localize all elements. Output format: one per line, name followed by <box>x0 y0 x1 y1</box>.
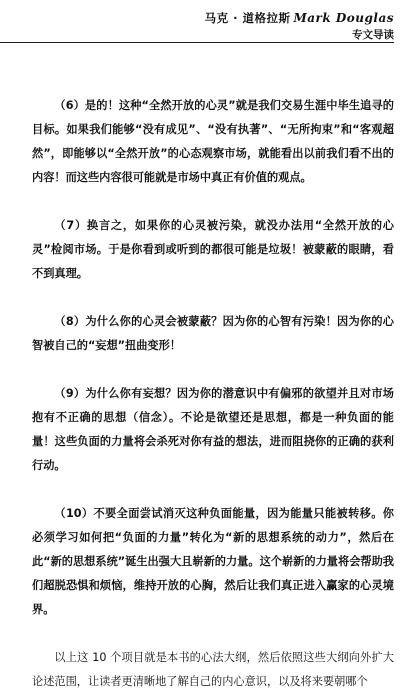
paragraph-9: （9）为什么你有妄想？因为你的潜意识中有偏邪的欲望并且对市场抱有不正确的思想（信念）。不论是欲望还是思想，都是一种负面的能量！这些负面的力量将会杀死对你有益的想法，进而阻挠你的正确的获利行动。 <box>32 387 394 472</box>
author-name: 马克 · 道格拉斯 <box>204 11 291 25</box>
section-subtitle: 专文导读 <box>352 29 394 41</box>
summary-paragraph: 以上这 10 个项目就是本书的心法大纲，然后依照这些大纲向外扩大论述范围，让读者更清晰地了解自己的内心意识，以及将来要朝哪个 <box>32 651 394 688</box>
paragraph-7: （7）换言之，如果你的心灵被污染，就没办法用“全然开放的心灵”检阅市场。于是你看到或听到的都很可能是垃圾！被蒙蔽的眼睛，看不到真理。 <box>32 219 394 280</box>
paragraph-10: （10）不要全面尝试消灭这种负面能量，因为能量只能被转移。你必须学习如何把“负面的力量”转化为“新的思想系统的动力”，然后在此“新的思想系统”诞生出强大且崭新的力量。这个崭新的力量将会帮助我们超脱恐惧和烦恼，维持开放的心胸，然后让我们真正进入赢家的心灵境界。 <box>32 507 394 616</box>
author-signature: Mark Douglas <box>293 11 394 25</box>
page-header <box>0 0 408 44</box>
author-line <box>205 10 394 26</box>
header-divider <box>0 42 394 43</box>
paragraph-8: （8）为什么你的心灵会被蒙蔽？因为你的心智有污染！因为你的心智被自己的“妄想”扭曲变形！ <box>32 315 394 352</box>
page-body <box>32 94 394 694</box>
paragraph-6: （6）是的！这种“全然开放的心灵”就是我们交易生涯中毕生追寻的目标。如果我们能够“没有成见”、“没有执著”、“无所拘束”和“客观超然”，即能够以“全然开放”的心态观察市场，就能看出以前我们看不出的内容！而这些内容很可能就是市场中真正有价值的观点。 <box>32 99 394 184</box>
